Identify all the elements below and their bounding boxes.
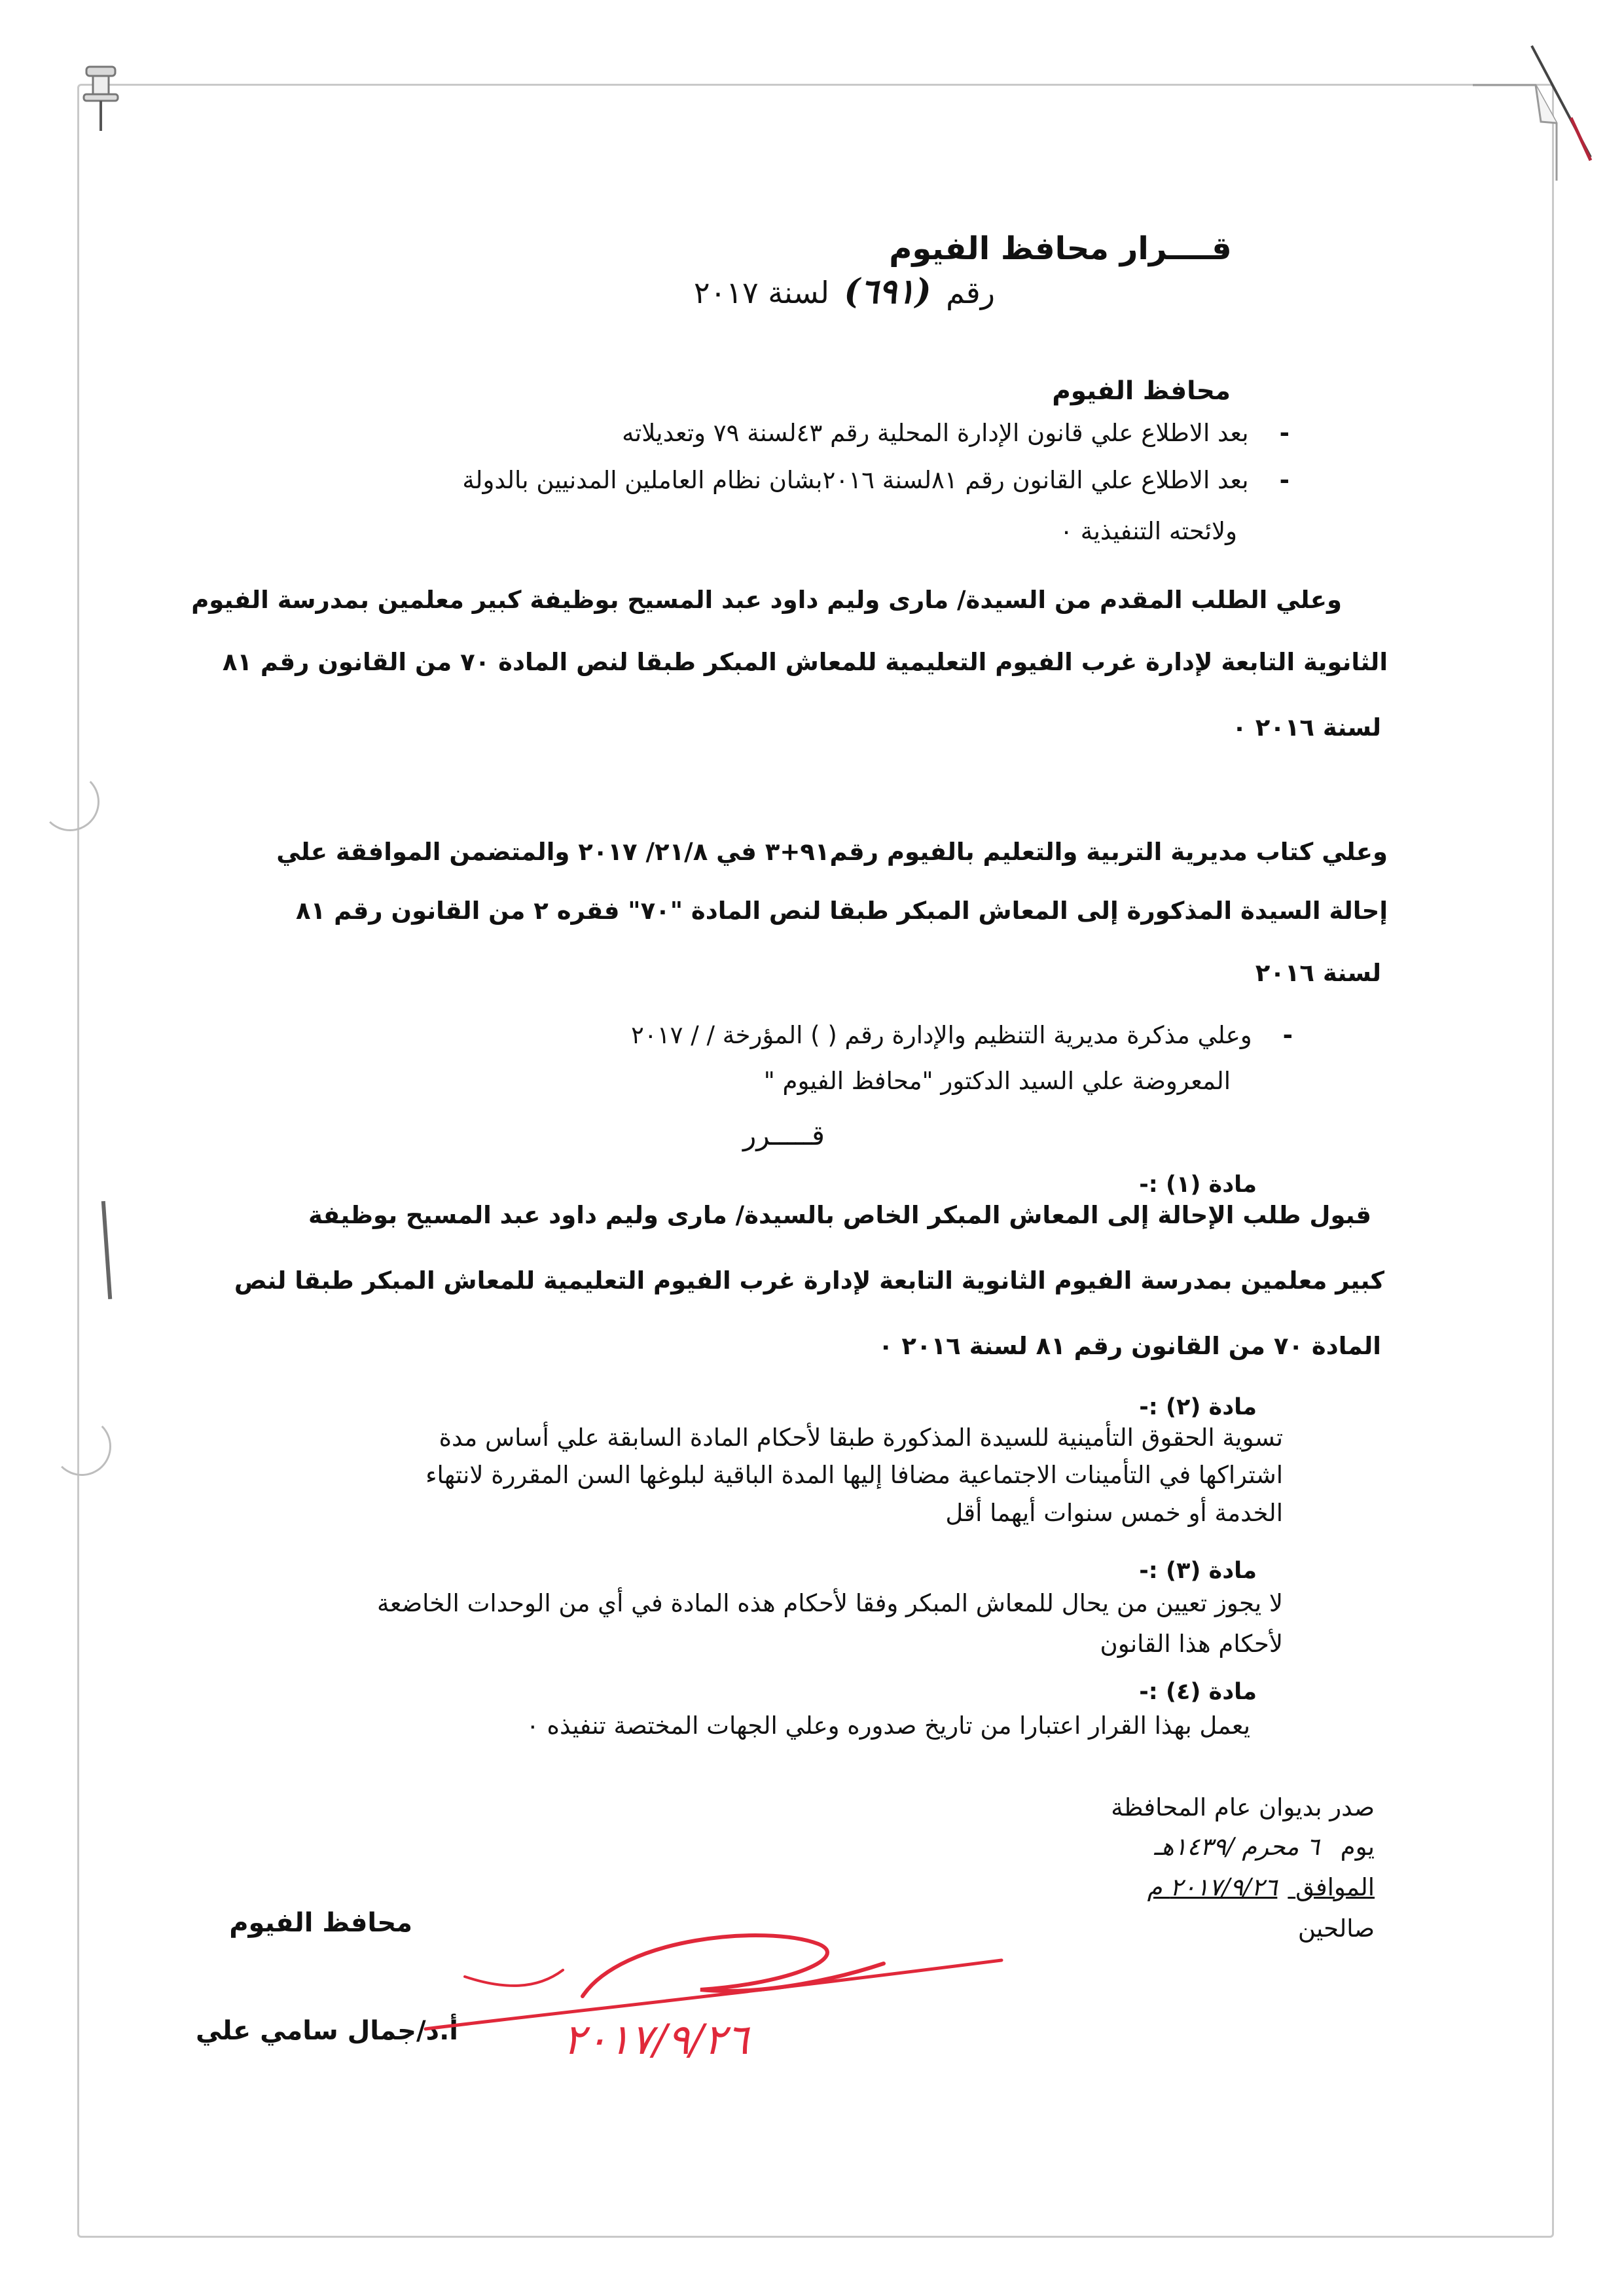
article-2-line-1: تسوية الحقوق التأمينية للسيدة المذكورة طبقا لأحكام المادة السابقة علي أساس مدة <box>439 1424 1283 1452</box>
preamble-text: بعد الاطلاع علي القانون رقم ٨١لسنة ٢٠١٦بشان نظام العاملين المدنيين بالدولة <box>462 466 1249 494</box>
authority-heading: محافظ الفيوم <box>1052 376 1231 406</box>
punch-hole <box>52 1417 111 1476</box>
article-1-heading: مادة (١) :- <box>1139 1172 1257 1198</box>
preamble-text: بعد الاطلاع علي قانون الإدارة المحلية رقم ٤٣لسنة ٧٩ وتعديلاته <box>622 419 1249 447</box>
gregorian-date: ٢٠١٧/٩/٢٦ م <box>1147 1873 1278 1901</box>
memo-text: وعلي مذكرة مديرية التنظيم والإدارة رقم ( ) المؤرخة / / ٢٠١٧ <box>631 1021 1252 1049</box>
number-value: (٦٩١) <box>844 272 931 312</box>
preamble-item: - بعد الاطلاع علي قانون الإدارة المحلية رقم ٤٣لسنة ٧٩ وتعديلاته <box>622 419 1290 447</box>
request-line-2: الثانوية التابعة لإدارة غرب الفيوم التعليمية للمعاش المبكر طبقا لنص المادة ٧٠ من القانون رقم ٨١ <box>222 648 1388 676</box>
signatory-title: محافظ الفيوم <box>229 1908 412 1938</box>
hijri-date: ٦ محرم /١٤٣٩هـ <box>1154 1833 1320 1861</box>
letter-line-1: وعلي كتاب مديرية التربية والتعليم بالفيوم رقم٩١+٣ في ٢١/٨/ ٢٠١٧ والمتضمن الموافقة علي <box>276 838 1388 866</box>
punch-hole <box>41 772 99 831</box>
article-3-line-2: لأحكام هذا القانون <box>1100 1630 1283 1658</box>
signatory-name: أ.د/جمال سامي علي <box>196 2016 458 2046</box>
article-1-line-1: قبول طلب الإحالة إلى المعاش المبكر الخاص بالسيدة/ مارى وليم داود عبد المسيح بوظيفة <box>308 1201 1371 1229</box>
article-1-line-3: المادة ٧٠ من القانون رقم ٨١ لسنة ٢٠١٦ ٠ <box>878 1332 1381 1360</box>
issuance-gregorian-line <box>1021 1873 1375 1901</box>
preamble-continuation: ولائحته التنفيذية ٠ <box>1060 517 1237 545</box>
gregorian-label: الموافق <box>1295 1873 1375 1901</box>
memo-line-1: - وعلي مذكرة مديرية التنظيم والإدارة رقم ( ) المؤرخة / / ٢٠١٧ <box>631 1021 1293 1049</box>
decides-heading: قـــــرر <box>742 1119 825 1151</box>
issuance-day-line <box>995 1833 1375 1861</box>
memo-line-2: المعروضة علي السيد الدكتور "محافظ الفيوم " <box>763 1067 1231 1095</box>
issuance-place: صدر بديوان عام المحافظة <box>1111 1793 1375 1821</box>
number-suffix: لسنة ٢٠١٧ <box>693 275 829 310</box>
issuance-clerk: صالحين <box>1297 1914 1375 1943</box>
number-prefix: رقم <box>946 275 995 310</box>
pushpin-icon <box>80 63 122 135</box>
decree-title: قــــرار محافظ الفيوم <box>889 230 1232 267</box>
article-2-line-3: الخدمة أو خمس سنوات أيهما أقل <box>945 1499 1283 1527</box>
request-line-3: لسنة ٢٠١٦ ٠ <box>1232 713 1381 742</box>
decree-number-line <box>628 272 995 312</box>
pen-mark <box>1525 39 1604 170</box>
article-2-line-2: اشتراكها في التأمينات الاجتماعية مضافا إليها المدة الباقية لبلوغها السن المقررة لانتهاء <box>425 1461 1283 1489</box>
article-4-heading: مادة (٤) :- <box>1139 1679 1257 1705</box>
article-3-heading: مادة (٣) :- <box>1139 1558 1257 1584</box>
request-line-1: وعلي الطلب المقدم من السيدة/ مارى وليم داود عبد المسيح بوظيفة كبير معلمين بمدرسة الفيوم <box>191 586 1342 614</box>
article-2-heading: مادة (٢) :- <box>1139 1394 1257 1420</box>
letter-line-3: لسنة ٢٠١٦ <box>1255 959 1381 987</box>
article-3-line-1: لا يجوز تعيين من يحال للمعاش المبكر وفقا لأحكام هذه المادة في أي من الوحدات الخاضعة <box>377 1589 1283 1617</box>
article-4-line-1: يعمل بهذا القرار اعتبارا من تاريخ صدوره وعلي الجهات المختصة تنفيذه ٠ <box>526 1712 1250 1740</box>
article-1-line-2: كبير معلمين بمدرسة الفيوم الثانوية التابعة لإدارة غرب الفيوم التعليمية للمعاش المبكر طبقا لنص <box>234 1266 1384 1295</box>
letter-line-2: إحالة السيدة المذكورة إلى المعاش المبكر طبقا لنص المادة "٧٠" فقره ٢ من القانون رقم ٨١ <box>296 897 1388 925</box>
preamble-item: - بعد الاطلاع علي القانون رقم ٨١لسنة ٢٠١٦بشان نظام العاملين المدنيين بالدولة <box>462 466 1290 494</box>
handwritten-date: ٢٠١٧/٩/٢٦ <box>563 2016 749 2064</box>
day-label: يوم <box>1340 1833 1375 1861</box>
